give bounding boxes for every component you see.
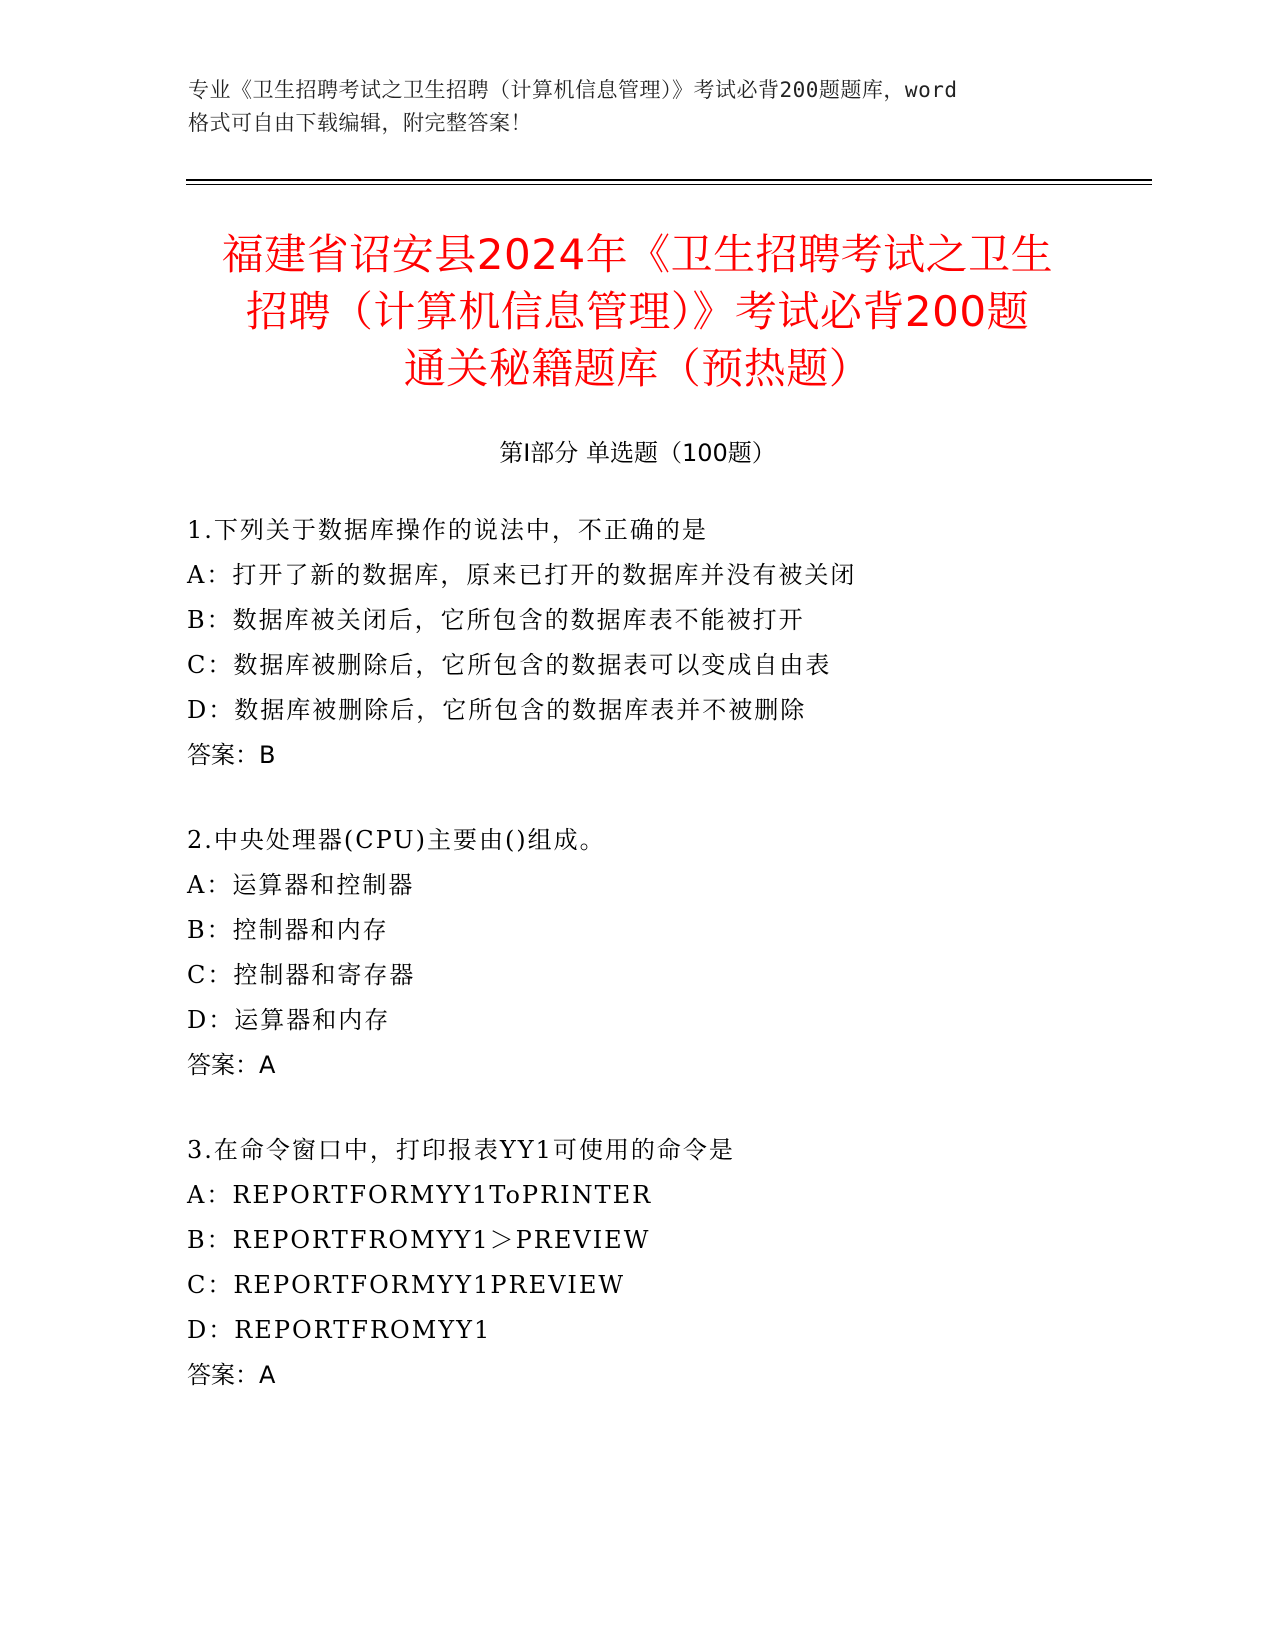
option-c: C：数据库被删除后，它所包含的数据表可以变成自由表 — [187, 651, 832, 679]
question-1 — [187, 508, 1147, 778]
option-b: B：控制器和内存 — [187, 916, 389, 944]
header-note-line-1: 专业《卫生招聘考试之卫生招聘（计算机信息管理）》考试必背200题题库，word — [188, 78, 958, 102]
option-d: D：REPORTFROMYY1 — [187, 1316, 492, 1344]
option-c: C：控制器和寄存器 — [187, 961, 416, 989]
answer-line: 答案：A — [187, 1361, 276, 1389]
option-d: D：运算器和内存 — [187, 1006, 391, 1034]
option-b: B：REPORTFROMYY1＞PREVIEW — [187, 1226, 651, 1254]
option-a: A：运算器和控制器 — [187, 871, 415, 899]
option-c: C：REPORTFORMYY1PREVIEW — [187, 1271, 626, 1299]
document-title-line-3: 通关秘籍题库（预热题） — [403, 344, 872, 393]
header-note — [188, 74, 1088, 140]
question-stem: 3.在命令窗口中，打印报表YY1可使用的命令是 — [187, 1136, 735, 1164]
question-2 — [187, 818, 1147, 1088]
option-a: A：REPORTFORMYY1ToPRINTER — [187, 1181, 653, 1209]
question-3 — [187, 1128, 1147, 1398]
document-title — [150, 226, 1125, 397]
answer-line: 答案：B — [187, 741, 276, 769]
answer-line: 答案：A — [187, 1051, 276, 1079]
question-stem: 2.中央处理器(CPU)主要由()组成。 — [187, 826, 606, 854]
document-title-line-2: 招聘（计算机信息管理）》考试必背200题 — [245, 287, 1030, 336]
header-note-line-2: 格式可自由下载编辑，附完整答案！ — [188, 111, 532, 135]
question-stem: 1.下列关于数据库操作的说法中，不正确的是 — [187, 516, 708, 544]
header-divider-thin — [186, 184, 1152, 185]
option-b: B：数据库被关闭后，它所包含的数据库表不能被打开 — [187, 606, 805, 634]
document-title-line-1: 福建省诏安县2024年《卫生招聘考试之卫生 — [221, 230, 1054, 279]
option-d: D：数据库被删除后，它所包含的数据库表并不被删除 — [187, 696, 807, 724]
header-divider-thick — [186, 179, 1152, 181]
option-a: A：打开了新的数据库，原来已打开的数据库并没有被关闭 — [187, 561, 857, 589]
section-heading: 第I部分 单选题（100题） — [499, 439, 776, 467]
